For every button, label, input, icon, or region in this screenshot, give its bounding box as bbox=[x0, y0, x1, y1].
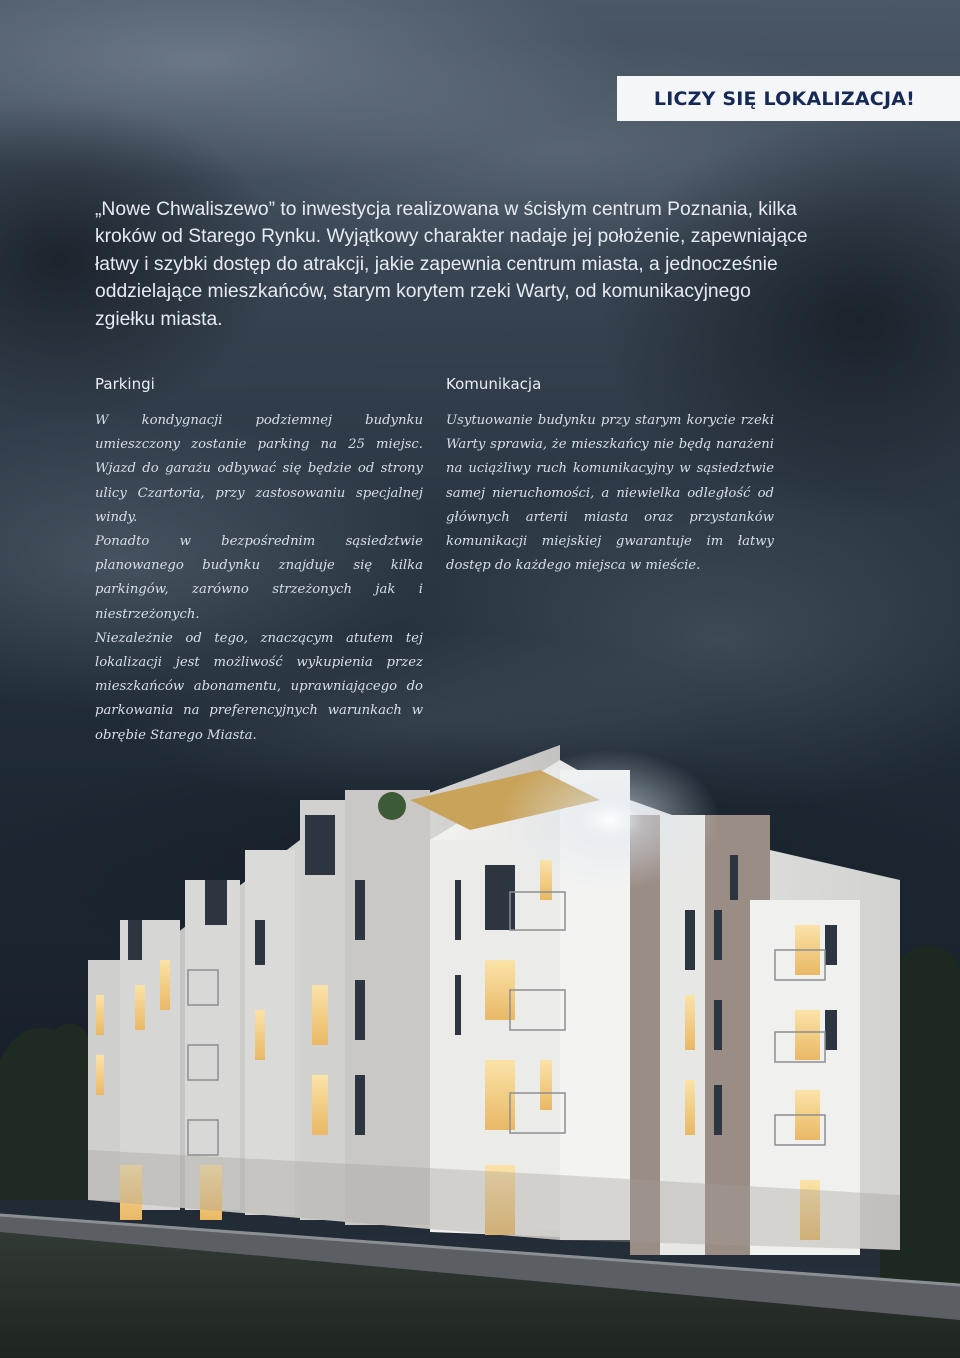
parking-paragraph: Niezależnie od tego, znaczącym atutem tej lokalizacji jest możliwość wykupienia przez mieszkańców abonamentu, uprawniającego do parkowania na preferencyjnych warunkach w obrębie Starego Miasta. bbox=[95, 630, 423, 743]
header-banner bbox=[617, 76, 960, 121]
page-title: LICZY SIĘ LOKALIZACJA! bbox=[653, 88, 915, 110]
intro-paragraph: „Nowe Chwaliszewo” to inwestycja realizowana w ścisłym centrum Poznania, kilka kroków od Starego Rynku. Wyjątkowy charakter nadaje jej położenie, zapewniające łatwy i szybki dostęp do atrakcji, jakie zapewnia centrum miasta, a jednocześnie oddzielające mieszkańców, starym korytem rzeki Warty, od komunikacyjnego zgiełku miasta. bbox=[95, 199, 808, 330]
parking-paragraph: W kondygnacji podziemnej budynku umieszczony zostanie parking na 25 miejsc. Wjazd do garażu odbywać się będzie od strony ulicy Czartoria, przy zastosowaniu specjalnej windy. bbox=[95, 413, 423, 525]
communication-paragraph: Usytuowanie budynku przy starym korycie rzeki Warty sprawia, że mieszkańcy nie będą narażeni na uciążliwy ruch komunikacyjny w sąsiedztwie samej nieruchomości, a niewielka odległość od głównych arterii miasta oraz przystanków komunikacji miejskiej gwarantuje im łatwy dostęp do każdego miejsca w mieście. bbox=[446, 413, 774, 574]
communication-section bbox=[446, 371, 774, 578]
communication-heading: Komunikacja bbox=[446, 375, 542, 393]
parking-paragraph: Ponadto w bezpośrednim sąsiedztwie planowanego budynku znajduje się kilka parkingów, zarówno strzeżonych jak i niestrzeżonych. bbox=[95, 534, 423, 622]
parking-section bbox=[95, 371, 423, 748]
parking-heading: Parkingi bbox=[95, 375, 155, 393]
